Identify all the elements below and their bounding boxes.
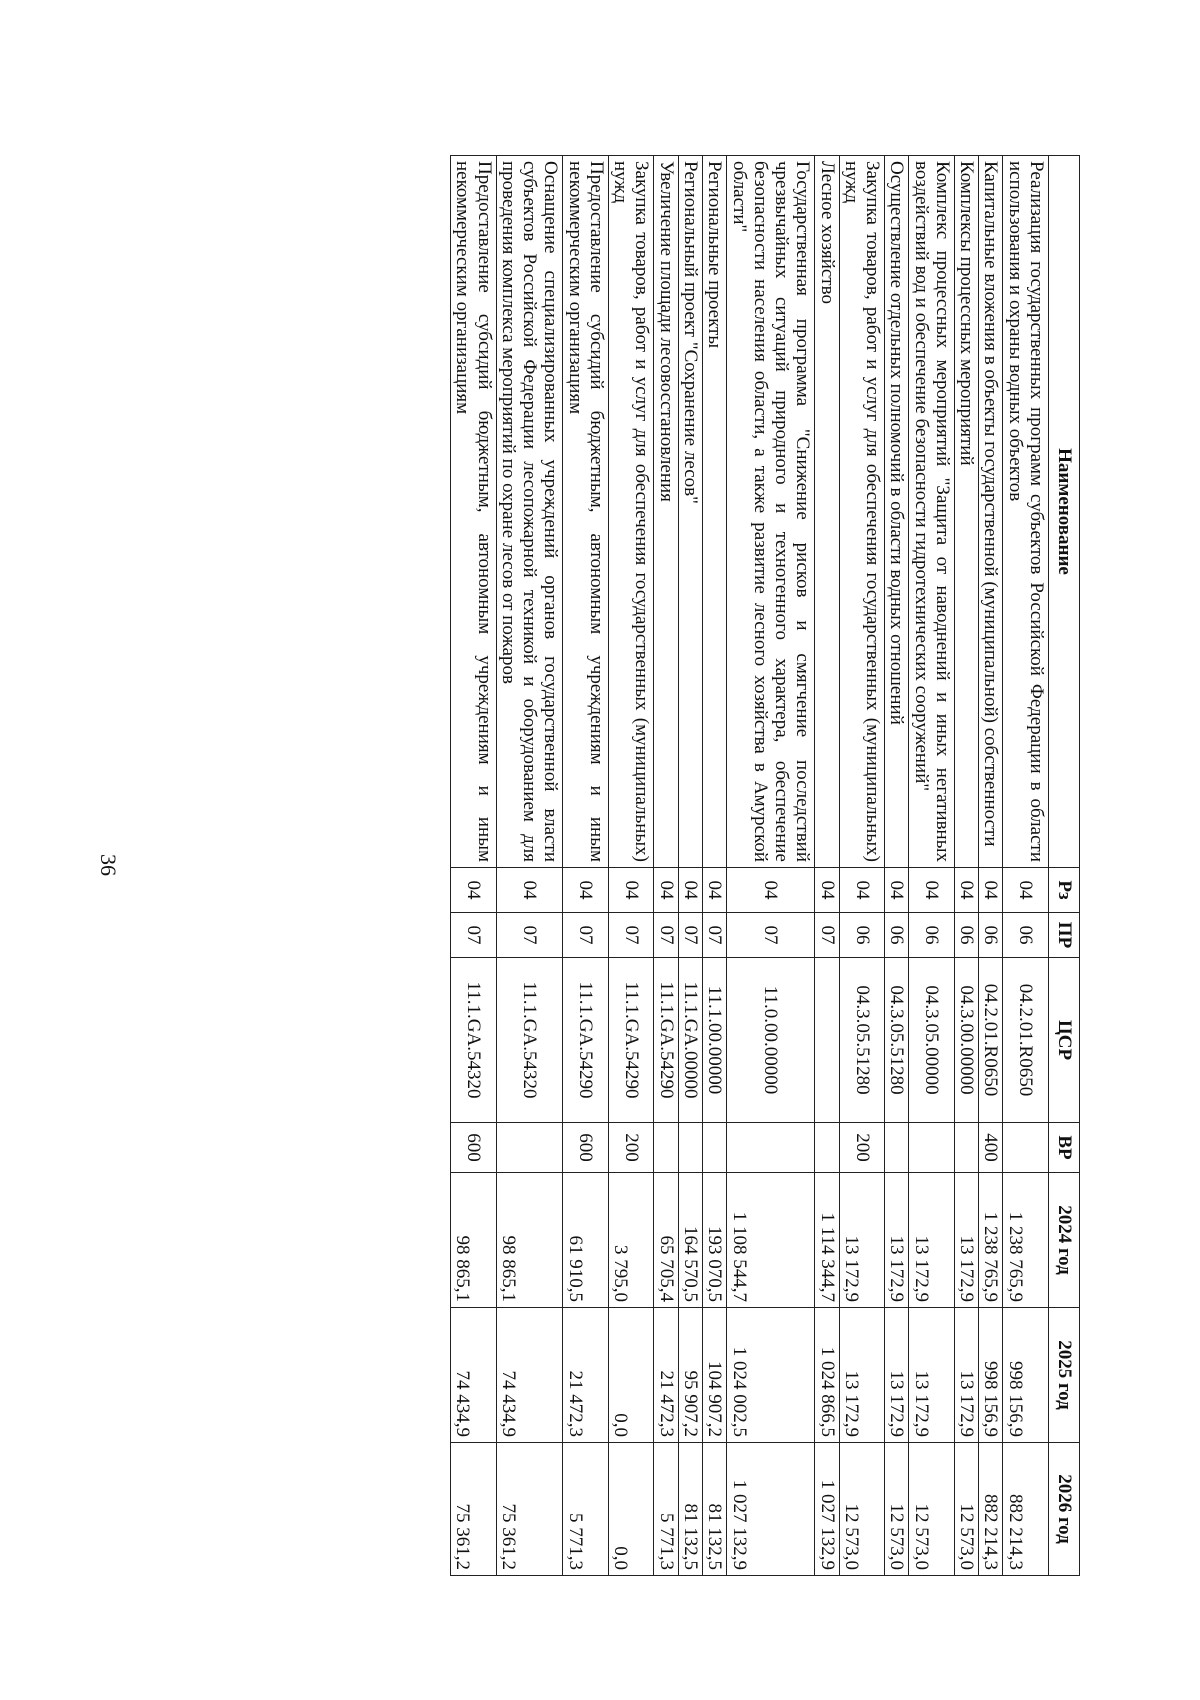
- cell-2025: 21 472,3: [563, 1308, 609, 1443]
- cell-csr: 04.2.01.R0650: [979, 958, 1003, 1123]
- table-row: [815, 156, 839, 1576]
- cell-2024: 13 172,9: [885, 1173, 909, 1308]
- cell-name: Предоставление субсидий бюджетным, автономным учреждениям и иным некоммерческим организациям: [451, 156, 497, 868]
- cell-name: Лесное хозяйство: [815, 156, 839, 868]
- cell-name: Региональные проекты: [703, 156, 727, 868]
- cell-2026: 5 771,3: [654, 1443, 678, 1576]
- table-row: [678, 156, 702, 1576]
- cell-vr: [909, 1123, 955, 1173]
- cell-rz: 04: [839, 868, 885, 913]
- cell-pr: 06: [1003, 913, 1049, 958]
- table-row: [703, 156, 727, 1576]
- cell-2026: 12 573,0: [839, 1443, 885, 1576]
- cell-rz: 04: [954, 868, 978, 913]
- cell-csr: 11.0.00.00000: [727, 958, 815, 1123]
- cell-2024: 1 108 544,7: [727, 1173, 815, 1308]
- cell-pr: 06: [885, 913, 909, 958]
- cell-2026: 81 132,5: [703, 1443, 727, 1576]
- cell-name: Государственная программа "Снижение рисков и смягчение последствий чрезвычайных ситуаций природного и техногенного характера, обеспечение безопасности населения области, а также развитие лесного хозяйства в Амурской области": [727, 156, 815, 868]
- table-header: [1049, 156, 1080, 1576]
- table-row: [496, 156, 563, 1576]
- cell-2026: 882 214,3: [1003, 1443, 1049, 1576]
- header-rz: Рз: [1049, 868, 1080, 913]
- cell-vr: [1003, 1123, 1049, 1173]
- cell-name: Региональный проект "Сохранение лесов": [678, 156, 702, 868]
- cell-2025: 1 024 866,5: [815, 1308, 839, 1443]
- cell-csr: 04.3.05.00000: [909, 958, 955, 1123]
- cell-pr: 07: [815, 913, 839, 958]
- cell-vr: [727, 1123, 815, 1173]
- cell-csr: 11.1.00.00000: [703, 958, 727, 1123]
- cell-pr: 07: [608, 913, 654, 958]
- cell-vr: 600: [563, 1123, 609, 1173]
- cell-vr: [954, 1123, 978, 1173]
- cell-rz: 04: [608, 868, 654, 913]
- cell-name: Осуществление отдельных полномочий в области водных отношений: [885, 156, 909, 868]
- table-row: [979, 156, 1003, 1576]
- cell-rz: 04: [563, 868, 609, 913]
- cell-csr: [815, 958, 839, 1123]
- cell-csr: 11.1.GA.54320: [496, 958, 563, 1123]
- cell-name: Закупка товаров, работ и услуг для обеспечения государственных (муниципальных) нужд: [839, 156, 885, 868]
- cell-2025: 104 907,2: [703, 1308, 727, 1443]
- cell-csr: 11.1.GA.00000: [678, 958, 702, 1123]
- cell-vr: [654, 1123, 678, 1173]
- cell-name: Капитальные вложения в объекты государственной (муниципальной) собственности: [979, 156, 1003, 868]
- cell-2024: 61 910,5: [563, 1173, 609, 1308]
- cell-name: Предоставление субсидий бюджетным, автономным учреждениям и иным некоммерческим организациям: [563, 156, 609, 868]
- cell-name: Оснащение специализированных учреждений органов государственной власти субъектов Российской Федерации лесопожарной техникой и оборудованием для проведения комплекса мероприятий по охране лесов от пожаров: [496, 156, 563, 868]
- cell-2025: 1 024 002,5: [727, 1308, 815, 1443]
- table-row: [608, 156, 654, 1576]
- cell-vr: 400: [979, 1123, 1003, 1173]
- header-2025: 2025 год: [1049, 1308, 1080, 1443]
- cell-2025: 74 434,9: [496, 1308, 563, 1443]
- cell-2026: 1 027 132,9: [727, 1443, 815, 1576]
- cell-2025: 0,0: [608, 1308, 654, 1443]
- cell-2026: 81 132,5: [678, 1443, 702, 1576]
- cell-rz: 04: [909, 868, 955, 913]
- table-row: [1003, 156, 1049, 1576]
- table-row: [451, 156, 497, 1576]
- cell-pr: 07: [496, 913, 563, 958]
- cell-pr: 06: [954, 913, 978, 958]
- cell-pr: 07: [727, 913, 815, 958]
- cell-2025: 998 156,9: [979, 1308, 1003, 1443]
- table-row: [909, 156, 955, 1576]
- table-row: [954, 156, 978, 1576]
- cell-rz: 04: [885, 868, 909, 913]
- cell-2024: 1 238 765,9: [979, 1173, 1003, 1308]
- cell-2026: 882 214,3: [979, 1443, 1003, 1576]
- cell-vr: [703, 1123, 727, 1173]
- table-row: [563, 156, 609, 1576]
- cell-2026: 12 573,0: [954, 1443, 978, 1576]
- cell-rz: 04: [451, 868, 497, 913]
- cell-rz: 04: [979, 868, 1003, 913]
- page-number: 36: [96, 854, 121, 876]
- header-2024: 2024 год: [1049, 1173, 1080, 1308]
- cell-2024: 164 570,5: [678, 1173, 702, 1308]
- cell-2025: 13 172,9: [954, 1308, 978, 1443]
- cell-2024: 1 114 344,7: [815, 1173, 839, 1308]
- cell-csr: 11.1.GA.54290: [608, 958, 654, 1123]
- cell-name: Закупка товаров, работ и услуг для обеспечения государственных (муниципальных) нужд: [608, 156, 654, 868]
- cell-2024: 98 865,1: [451, 1173, 497, 1308]
- header-vr: ВР: [1049, 1123, 1080, 1173]
- header-name: Наименование: [1049, 156, 1080, 868]
- cell-vr: 200: [608, 1123, 654, 1173]
- cell-2024: 65 705,4: [654, 1173, 678, 1308]
- cell-pr: 07: [654, 913, 678, 958]
- budget-table-rotated: [180, 155, 1080, 1575]
- cell-2024: 13 172,9: [909, 1173, 955, 1308]
- cell-2024: 13 172,9: [839, 1173, 885, 1308]
- cell-2026: 12 573,0: [909, 1443, 955, 1576]
- table-body: [451, 156, 1049, 1576]
- cell-2026: 12 573,0: [885, 1443, 909, 1576]
- header-csr: ЦСР: [1049, 958, 1080, 1123]
- cell-2025: 95 907,2: [678, 1308, 702, 1443]
- cell-2025: 13 172,9: [885, 1308, 909, 1443]
- cell-rz: 04: [1003, 868, 1049, 913]
- cell-2025: 13 172,9: [839, 1308, 885, 1443]
- cell-name: Комплексы процессных мероприятий: [954, 156, 978, 868]
- cell-rz: 04: [496, 868, 563, 913]
- cell-2025: 13 172,9: [909, 1308, 955, 1443]
- cell-pr: 06: [839, 913, 885, 958]
- cell-pr: 06: [979, 913, 1003, 958]
- table-row: [727, 156, 815, 1576]
- cell-pr: 07: [563, 913, 609, 958]
- cell-csr: 11.1.GA.54320: [451, 958, 497, 1123]
- cell-rz: 04: [815, 868, 839, 913]
- cell-rz: 04: [654, 868, 678, 913]
- cell-csr: 11.1.GA.54290: [654, 958, 678, 1123]
- cell-2026: 5 771,3: [563, 1443, 609, 1576]
- cell-vr: [815, 1123, 839, 1173]
- cell-csr: 04.3.05.51280: [885, 958, 909, 1123]
- cell-name: Комплекс процессных мероприятий "Защита от наводнений и иных негативных воздействий вод и обеспечение безопасности гидротехнических сооружений": [909, 156, 955, 868]
- header-pr: ПР: [1049, 913, 1080, 958]
- cell-name: Увеличение площади лесовосстановления: [654, 156, 678, 868]
- cell-2025: 21 472,3: [654, 1308, 678, 1443]
- cell-2026: 1 027 132,9: [815, 1443, 839, 1576]
- cell-pr: 07: [678, 913, 702, 958]
- cell-pr: 07: [703, 913, 727, 958]
- cell-2024: 98 865,1: [496, 1173, 563, 1308]
- cell-csr: 04.3.05.51280: [839, 958, 885, 1123]
- cell-rz: 04: [727, 868, 815, 913]
- cell-2024: 1 238 765,9: [1003, 1173, 1049, 1308]
- cell-2024: 13 172,9: [954, 1173, 978, 1308]
- cell-vr: 600: [451, 1123, 497, 1173]
- cell-name: Реализация государственных программ субъектов Российской Федерации в области использования и охраны водных объектов: [1003, 156, 1049, 868]
- table-row: [839, 156, 885, 1576]
- cell-vr: [885, 1123, 909, 1173]
- cell-2025: 998 156,9: [1003, 1308, 1049, 1443]
- table-row: [654, 156, 678, 1576]
- cell-csr: 11.1.GA.54290: [563, 958, 609, 1123]
- cell-pr: 07: [451, 913, 497, 958]
- header-2026: 2026 год: [1049, 1443, 1080, 1576]
- cell-rz: 04: [703, 868, 727, 913]
- cell-vr: [678, 1123, 702, 1173]
- cell-rz: 04: [678, 868, 702, 913]
- cell-vr: [496, 1123, 563, 1173]
- table-row: [885, 156, 909, 1576]
- cell-2025: 74 434,9: [451, 1308, 497, 1443]
- cell-2024: 3 795,0: [608, 1173, 654, 1308]
- cell-csr: 04.2.01.R0650: [1003, 958, 1049, 1123]
- cell-vr: 200: [839, 1123, 885, 1173]
- cell-csr: 04.3.00.00000: [954, 958, 978, 1123]
- cell-2024: 193 070,5: [703, 1173, 727, 1308]
- cell-2026: 0,0: [608, 1443, 654, 1576]
- cell-2026: 75 361,2: [496, 1443, 563, 1576]
- cell-2026: 75 361,2: [451, 1443, 497, 1576]
- budget-table: [450, 155, 1080, 1576]
- cell-pr: 06: [909, 913, 955, 958]
